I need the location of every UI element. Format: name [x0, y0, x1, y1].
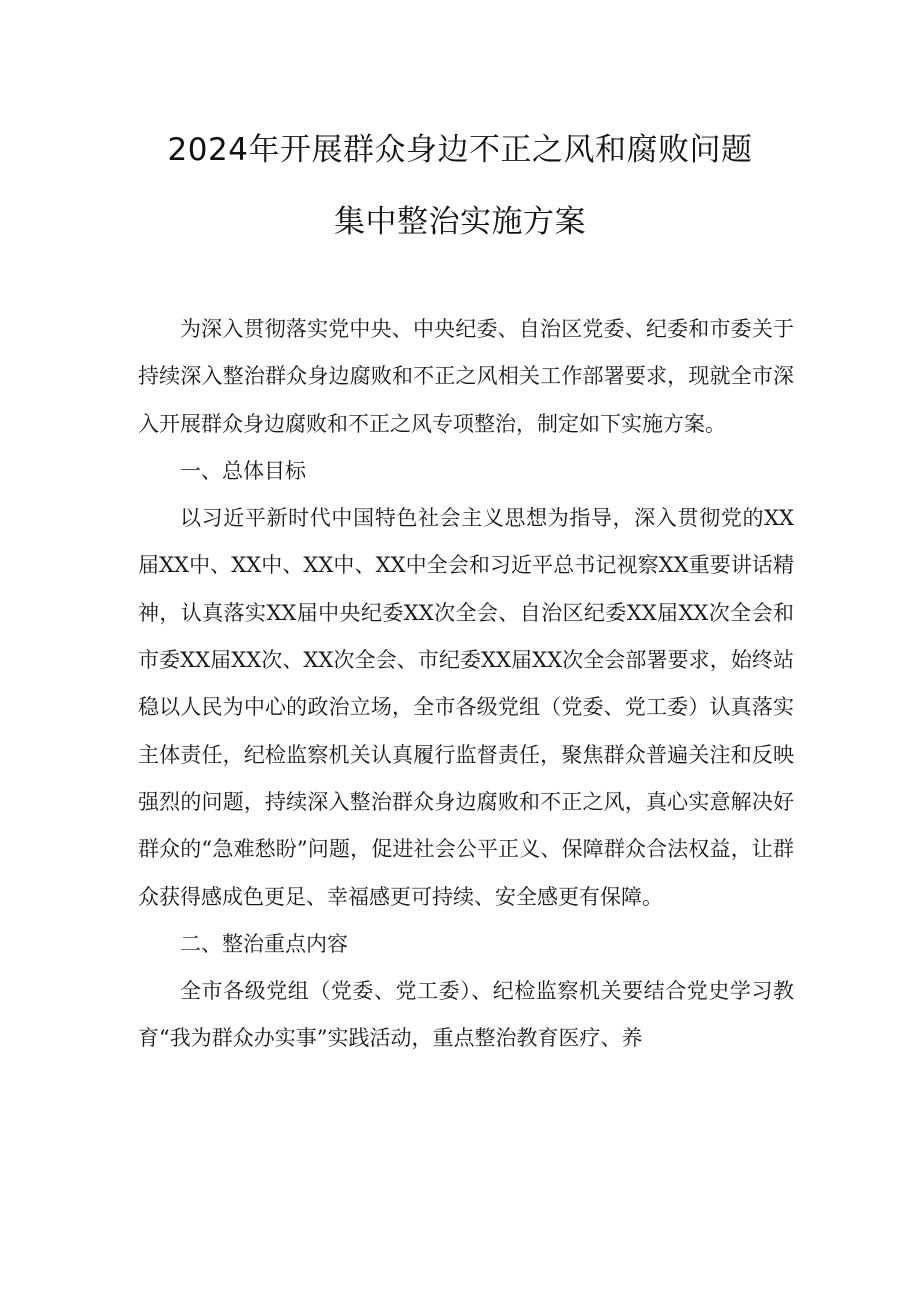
key-content-paragraph: 全市各级党组（党委、党工委）、纪检监察机关要结合党史学习教育“我为群众办实事”实践活动，重点整治教育医疗、养 — [138, 979, 794, 1051]
section-heading-overall-goal: 一、总体目标 — [180, 458, 306, 483]
overall-goal-paragraph: 以习近平新时代中国特色社会主义思想为指导，深入贯彻党的XX届XX中、XX中、XX中、XX中全会和习近平总书记视察XX重要讲话精神，认真落实XX届中央纪委XX次全会、自治区纪委XX届XX次全会和市委XX届XX次、XX次全会、市纪委XX届XX次全会部署要求，始终站稳以人民为中心的政治立场，全市各级党组（党委、党工委）认真落实主体责任，纪检监察机关认真履行监督责任，聚焦群众普遍关注和反映强烈的问题，持续深入整治群众身边腐败和不正之风，真心实意解决好群众的“急难愁盼”问题，促进社会公平正义、保障群众合法权益，让群众获得感成色更足、幸福感更可持续、安全感更有保障。 — [138, 506, 794, 909]
intro-paragraph: 为深入贯彻落实党中央、中央纪委、自治区党委、纪委和市委关于持续深入整治群众身边腐败和不正之风相关工作部署要求，现就全市深入开展群众身边腐败和不正之风专项整治，制定如下实施方案。 — [138, 317, 794, 436]
section-heading-key-content: 二、整治重点内容 — [180, 931, 348, 956]
document-body — [138, 306, 794, 1063]
document-title-line-2: 集中整治实施方案 — [334, 204, 586, 240]
document-title-line-1: 2024年开展群众身边不正之风和腐败问题 — [167, 132, 753, 168]
